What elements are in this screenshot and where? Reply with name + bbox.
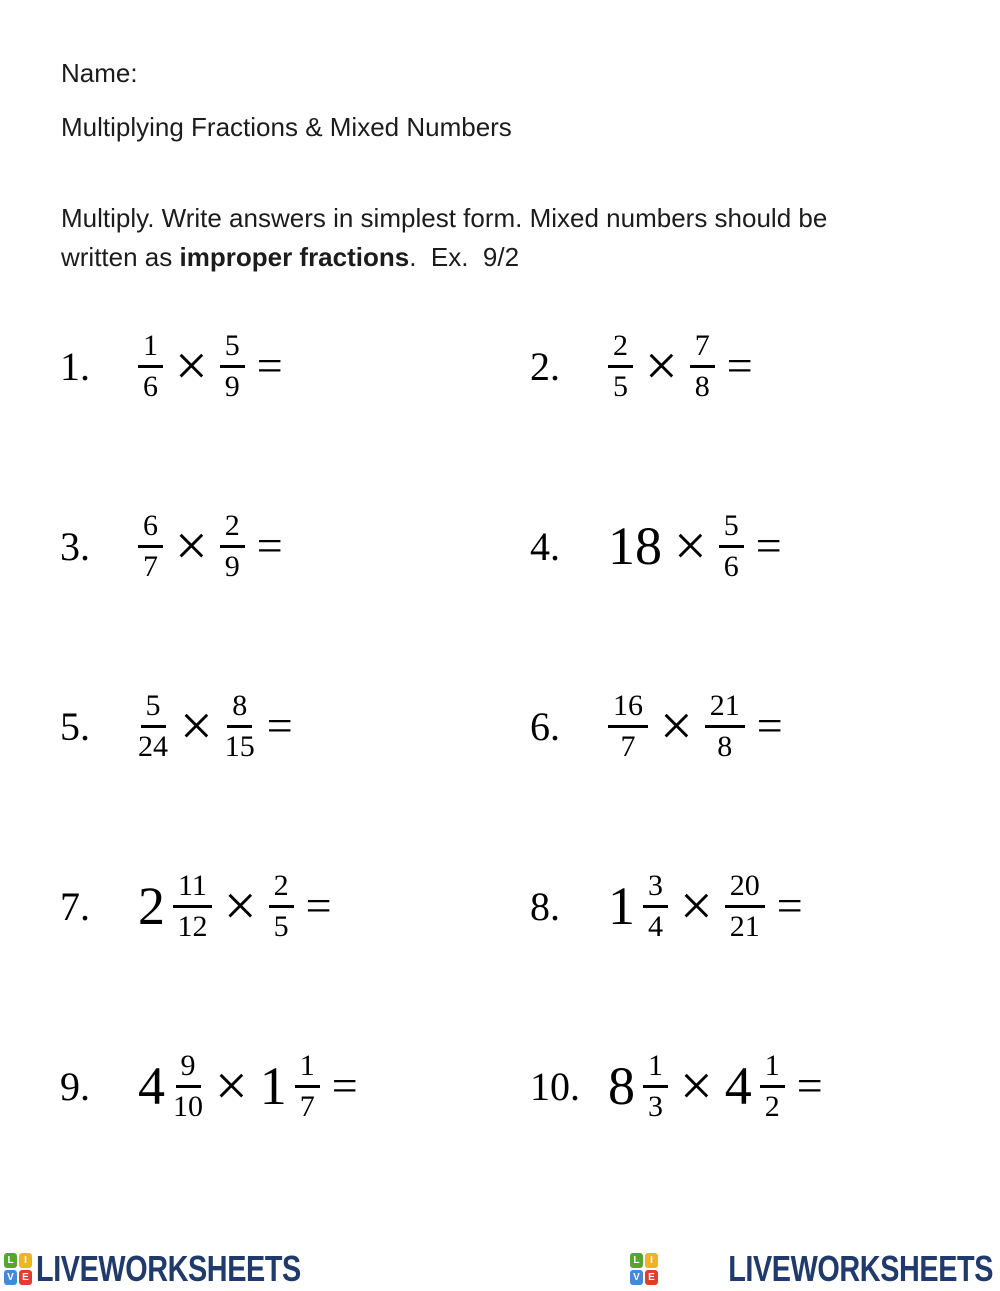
fraction-b (225, 689, 255, 763)
problem-8 (530, 816, 1000, 996)
fraction-b (220, 329, 245, 403)
brand-wordmark: LIVEWORKSHEETS (36, 1248, 301, 1289)
problem-number: 7. (60, 883, 90, 929)
times-sign: × (660, 693, 693, 758)
numerator: 2 (608, 329, 633, 368)
mixed-number-b (260, 1049, 320, 1123)
problems-grid (60, 276, 1000, 1176)
problem-number: 8. (530, 883, 560, 929)
expression (138, 329, 283, 403)
denominator: 24 (138, 729, 168, 763)
numerator: 5 (220, 329, 245, 368)
whole-number-a: 4 (138, 1056, 165, 1116)
fraction-a (138, 509, 163, 583)
denominator: 6 (723, 549, 739, 583)
equals-sign: = (256, 520, 283, 571)
numerator: 7 (690, 329, 715, 368)
fraction-a (173, 1049, 203, 1123)
logo-tile-v: V (630, 1270, 643, 1285)
numerator: 6 (138, 509, 163, 548)
whole-number-b: 4 (724, 1056, 752, 1116)
fraction-b (725, 869, 765, 943)
equals-sign: = (305, 880, 332, 931)
fraction-b (705, 689, 745, 763)
times-sign: × (180, 693, 213, 758)
problem-5 (60, 636, 530, 816)
denominator: 3 (648, 1089, 663, 1123)
denominator: 12 (177, 909, 208, 943)
equals-sign: = (756, 700, 783, 751)
fraction-a (643, 1049, 668, 1123)
equals-sign: = (266, 700, 293, 751)
problem-number: 6. (530, 703, 560, 749)
expression (608, 869, 803, 943)
numerator: 16 (608, 689, 648, 728)
logo-tile-i: I (19, 1253, 32, 1268)
problem-2 (530, 276, 1000, 456)
problem-number: 2. (530, 343, 560, 389)
denominator: 4 (648, 909, 663, 943)
instructions-line2-after: . Ex. 9/2 (409, 242, 520, 272)
fraction-b (295, 1049, 320, 1123)
expression (608, 329, 753, 403)
numerator: 3 (643, 869, 668, 908)
times-sign: × (674, 513, 707, 578)
fraction-b (690, 329, 715, 403)
logo-tile-e: E (19, 1270, 32, 1285)
fraction-a (608, 329, 633, 403)
numerator: 5 (719, 509, 744, 548)
equals-sign: = (796, 1060, 823, 1111)
problem-6 (530, 636, 1000, 816)
fraction-b (760, 1049, 785, 1123)
denominator: 5 (273, 909, 289, 943)
liveworksheets-icon (630, 1253, 658, 1285)
equals-sign: = (256, 340, 283, 391)
instructions-text (61, 199, 911, 277)
expression (138, 869, 332, 943)
numerator: 5 (141, 689, 166, 728)
numerator: 8 (227, 689, 252, 728)
page-title: Multiplying Fractions & Mixed Numbers (61, 112, 512, 142)
logo-tile-l: L (630, 1253, 643, 1268)
times-sign: × (175, 333, 208, 398)
expression (608, 689, 783, 763)
times-sign: × (680, 1053, 713, 1118)
fraction-a (608, 689, 648, 763)
times-sign: × (680, 873, 713, 938)
mixed-number-a (608, 869, 668, 943)
mixed-number-a (138, 869, 212, 943)
whole-number-a: 1 (608, 876, 635, 936)
numerator: 1 (138, 329, 163, 368)
denominator: 9 (224, 549, 240, 583)
instructions-bold: improper fractions (179, 242, 410, 272)
instructions-line1: Multiply. Write answers in simplest form. Mixed numbers should be (61, 203, 828, 233)
liveworksheets-logo-left (4, 1250, 367, 1288)
equals-sign: = (755, 520, 782, 571)
denominator: 7 (143, 549, 158, 583)
numerator: 2 (220, 509, 245, 548)
equals-sign: = (776, 880, 803, 931)
problem-10 (530, 996, 1000, 1176)
name-label: Name: (61, 58, 138, 88)
problem-3 (60, 456, 530, 636)
problem-7 (60, 816, 530, 996)
times-sign: × (223, 873, 257, 938)
numerator: 21 (705, 689, 745, 728)
expression (138, 689, 293, 763)
expression (608, 1049, 823, 1123)
instructions-line2-before: written as (61, 242, 180, 272)
times-sign: × (175, 513, 208, 578)
whole-number-a: 2 (138, 876, 165, 936)
mixed-number-a (138, 1049, 203, 1123)
denominator: 21 (729, 909, 760, 943)
numerator: 2 (269, 869, 294, 908)
whole-number-b: 1 (259, 1056, 287, 1116)
whole-number-a: 8 (608, 1056, 635, 1116)
logo-tile-i: I (645, 1253, 658, 1268)
expression (138, 1049, 358, 1123)
denominator: 8 (694, 369, 710, 403)
problem-1 (60, 276, 530, 456)
liveworksheets-icon (4, 1253, 32, 1285)
denominator: 7 (299, 1089, 315, 1123)
problem-9 (60, 996, 530, 1176)
problem-number: 1. (60, 343, 90, 389)
denominator: 8 (717, 729, 733, 763)
equals-sign: = (726, 340, 753, 391)
numerator: 20 (725, 869, 765, 908)
denominator: 6 (143, 369, 158, 403)
liveworksheets-logo-right (630, 1250, 993, 1288)
denominator: 10 (173, 1089, 203, 1123)
whole-number-a: 18 (608, 516, 662, 576)
numerator: 1 (295, 1049, 320, 1088)
problem-number: 10. (530, 1063, 580, 1109)
problem-number: 5. (60, 703, 90, 749)
expression (138, 509, 283, 583)
denominator: 5 (613, 369, 628, 403)
problem-4 (530, 456, 1000, 636)
expression (608, 509, 782, 583)
brand-wordmark: LIVEWORKSHEETS (728, 1248, 993, 1289)
problem-number: 4. (530, 523, 560, 569)
numerator: 1 (760, 1049, 785, 1088)
times-sign: × (215, 1053, 248, 1118)
mixed-number-a (608, 1049, 668, 1123)
fraction-a (643, 869, 668, 943)
logo-tile-e: E (645, 1270, 658, 1285)
problem-number: 9. (60, 1063, 90, 1109)
numerator: 9 (176, 1049, 201, 1088)
numerator: 11 (173, 869, 212, 908)
fraction-b (269, 869, 294, 943)
fraction-a (138, 329, 163, 403)
mixed-number-b (725, 1049, 785, 1123)
denominator: 2 (764, 1089, 780, 1123)
fraction-b (719, 509, 744, 583)
numerator: 1 (643, 1049, 668, 1088)
logo-tile-l: L (4, 1253, 17, 1268)
denominator: 15 (224, 729, 255, 763)
denominator: 7 (620, 729, 636, 763)
problem-number: 3. (60, 523, 90, 569)
denominator: 9 (224, 369, 240, 403)
fraction-a (173, 869, 212, 943)
logo-tile-v: V (4, 1270, 17, 1285)
times-sign: × (645, 333, 678, 398)
fraction-a (138, 689, 168, 763)
fraction-b (220, 509, 245, 583)
equals-sign: = (331, 1060, 358, 1111)
